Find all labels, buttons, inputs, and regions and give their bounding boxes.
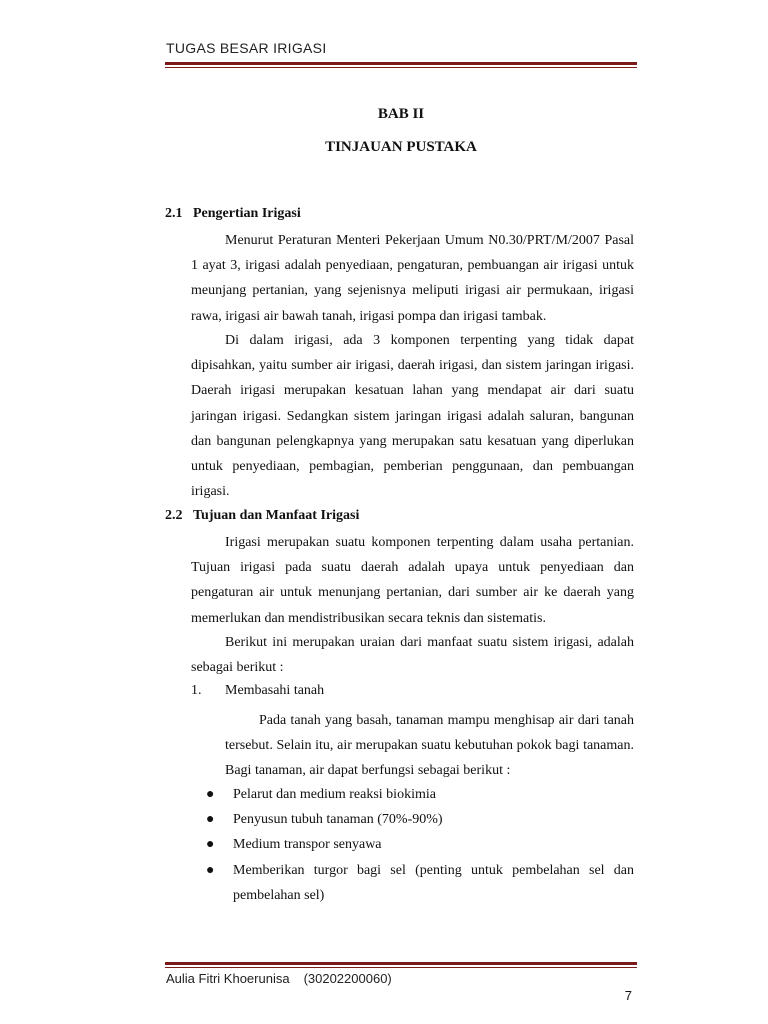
chapter-label: BAB II (377, 106, 425, 122)
author-name: Aulia Fitri Khoerunisa (166, 971, 290, 986)
bullet-icon: ● (206, 787, 215, 802)
paragraph (191, 630, 634, 680)
section-title: Tujuan dan Manfaat Irigasi (193, 508, 360, 523)
bullet-list (206, 782, 634, 908)
paragraph (191, 228, 634, 329)
list-item (206, 832, 634, 857)
bullet-icon: ● (206, 837, 215, 853)
paragraph-text: Menurut Peraturan Menteri Pekerjaan Umum N0.30/PRT/M/2007 Pasal 1 ayat 3, irigasi adalah penyediaan, pengaturan, pembuangan air irigasi untuk meunjang pertanian, yang sejenisnya meliputi irigasi air permukaan, irigasi rawa, irigasi air bawah tanah, irigasi pompa dan irigasi tambak. (191, 233, 634, 324)
section-number: 2.2 (165, 508, 183, 523)
list-item (206, 858, 634, 908)
footer-divider (165, 962, 637, 968)
paragraph-text: Pada tanah yang basah, tanaman mampu menghisap air dari tanah tersebut. Selain itu, air merupakan suatu kebutuhan pokok bagi tanaman. Bagi tanaman, air dapat berfungsi sebagai berikut : (225, 713, 634, 779)
header-divider (165, 62, 637, 68)
header-title: TUGAS BESAR IRIGASI (166, 40, 327, 56)
paragraph-text: Irigasi merupakan suatu komponen terpenting dalam usaha pertanian. Tujuan irigasi pada suatu daerah adalah upaya untuk penyediaan dan pengaturan air untuk menunjang pertanian, dari sumber air ke daerah yang memerlukan dan mendistribusikan secara teknis dan sistematis. (191, 535, 634, 626)
section-title: Pengertian Irigasi (193, 206, 301, 221)
paragraph (225, 708, 634, 784)
paragraph-text: Berikut ini merupakan uraian dari manfaat suatu sistem irigasi, adalah sebagai berikut : (191, 635, 634, 676)
paragraph-text: Di dalam irigasi, ada 3 komponen terpenting yang tidak dapat dipisahkan, yaitu sumber air irigasi, daerah irigasi, dan sistem jaringan irigasi. Daerah irigasi merupakan kesatuan lahan yang mendapat air dari suatu jaringan irigasi. Sedangkan sistem jaringan irigasi adalah saluran, bangunan dan bangunan pelengkapnya yang merupakan satu kesatuan yang diperlukan untuk penyediaan, pembagian, pemberian penggunaan, dan pembuangan irigasi. (191, 333, 634, 500)
paragraph (191, 530, 634, 631)
bullet-icon: ● (206, 812, 215, 828)
numbered-item (191, 683, 324, 699)
list-item-text: Penyusun tubuh tanaman (70%-90%) (233, 812, 443, 828)
page-number: 7 (624, 988, 632, 1003)
section-heading (165, 508, 359, 524)
item-number: 1. (191, 683, 202, 698)
section-heading (165, 206, 301, 222)
bullet-icon: ● (206, 862, 215, 878)
list-item (206, 807, 634, 832)
author-id: (30202200060) (303, 971, 392, 986)
list-item-text: Pelarut dan medium reaksi biokimia (233, 787, 436, 802)
list-item-text: Medium transpor senyawa (233, 837, 382, 853)
footer-author (166, 971, 392, 986)
chapter-title: TINJAUAN PUSTAKA (325, 139, 477, 155)
list-item (206, 782, 634, 807)
list-item-text: Memberikan turgor bagi sel (penting untuk pembelahan sel dan pembelahan sel) (233, 862, 634, 903)
section-number: 2.1 (165, 206, 183, 221)
item-title: Membasahi tanah (225, 683, 325, 698)
paragraph (191, 328, 634, 504)
